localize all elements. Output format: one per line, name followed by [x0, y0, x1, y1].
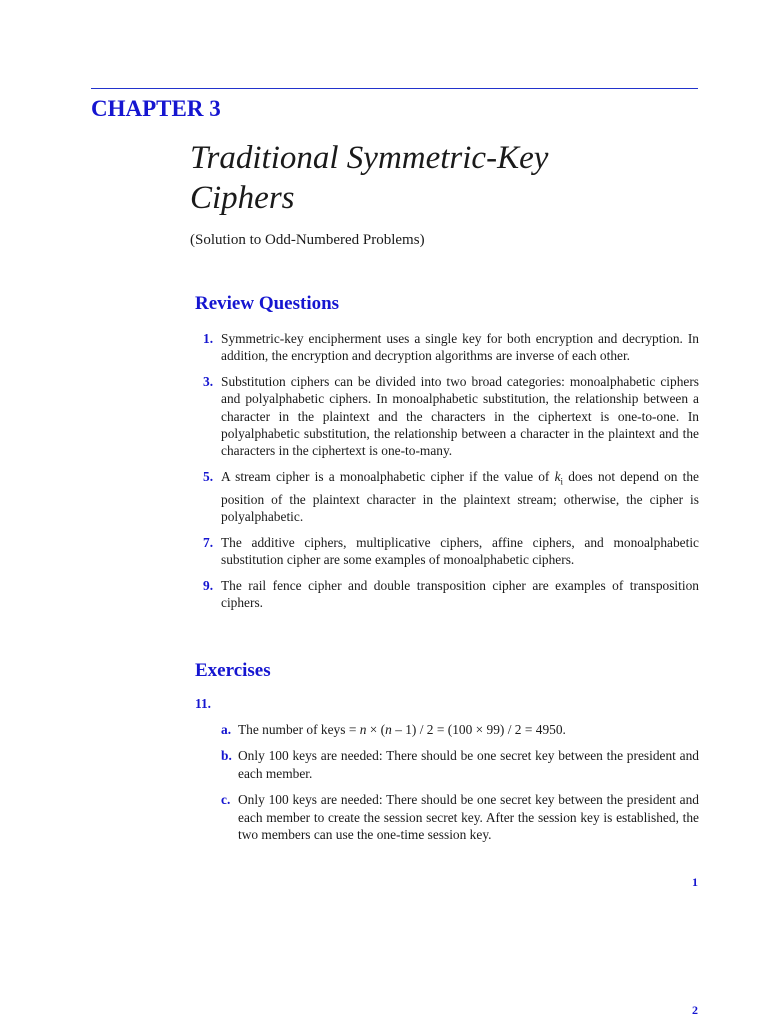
question-number: 7. — [203, 534, 214, 550]
question-number: 9. — [203, 577, 214, 593]
review-question-9 — [195, 577, 699, 612]
title-line-1: Traditional Symmetric-Key — [190, 140, 549, 176]
page-number: 1 — [692, 875, 698, 889]
answer-letter: a. — [221, 722, 232, 737]
variable-n: n — [385, 722, 392, 737]
review-questions-heading: Review Questions — [195, 293, 340, 314]
question-number: 1. — [203, 331, 214, 346]
title-line-2: Ciphers — [190, 180, 295, 216]
exercises-heading: Exercises — [195, 660, 271, 681]
exercise-number: 11. — [195, 696, 211, 711]
exercise-answer-a — [221, 721, 699, 738]
page-number: 2 — [692, 1003, 698, 1017]
question-text: The additive ciphers, multiplicative ciphers, affine ciphers, and monoalphabetic substitution cipher are some examples of monoalphabetic ciphers. — [221, 534, 699, 568]
exercise-answers-list — [221, 721, 699, 852]
answer-text: Only 100 keys are needed: There should be one secret key between the president and each member to create the session secret key. After the session key is established, the two members can use the one-time session key. — [238, 792, 699, 843]
chapter-subtitle: (Solution to Odd-Numbered Problems) — [190, 232, 425, 248]
variable-k: k — [554, 468, 561, 484]
exercise-answer-c — [221, 791, 699, 843]
chapter-label: CHAPTER 3 — [91, 96, 221, 121]
review-question-3 — [195, 373, 699, 460]
review-questions-list — [195, 330, 699, 619]
answer-text: Only 100 keys are needed: There should be one secret key between the president and each member. — [238, 748, 699, 781]
chapter-rule — [91, 88, 698, 89]
question-text-before: A stream cipher is a monoalphabetic cipher if the value of — [221, 468, 555, 484]
question-number: 5. — [203, 468, 214, 484]
answer-text-part: × ( — [366, 722, 386, 737]
exercise-answer-b — [221, 747, 699, 782]
answer-text-part: The number of keys = — [238, 722, 360, 737]
answer-text-part: – 1) / 2 = (100 × 99) / 2 = 4950. — [391, 722, 566, 737]
subscript-i: i — [560, 476, 564, 487]
answer-letter: b. — [221, 748, 232, 764]
answer-letter: c. — [221, 792, 231, 808]
question-text: Symmetric-key encipherment uses a single key for both encryption and decryption. In addition, the encryption and decryption algorithms are inverse of each other. — [221, 331, 699, 364]
review-question-7 — [195, 534, 699, 569]
review-question-5 — [195, 468, 699, 526]
review-question-1 — [195, 330, 699, 365]
variable-n: n — [359, 722, 367, 737]
question-text-after: does not depend on the position of the plaintext character in the plaintext stream; otherwise, the cipher is polyalphabetic. — [221, 468, 700, 525]
question-number: 3. — [203, 373, 214, 389]
question-text: Substitution ciphers can be divided into two broad categories: monoalphabetic ciphers and polyalphabetic ciphers. In monoalphabetic substitution, the relationship between a character in the plaintext and the characters in the ciphertext is one-to-one. In polyalphabetic substitution, the relationship between a character in the plaintext and the characters in the ciphertext is one-to-many. — [221, 373, 699, 459]
question-text: The rail fence cipher and double transposition cipher are examples of transposition ciphers. — [221, 577, 699, 610]
chapter-title — [190, 138, 690, 218]
